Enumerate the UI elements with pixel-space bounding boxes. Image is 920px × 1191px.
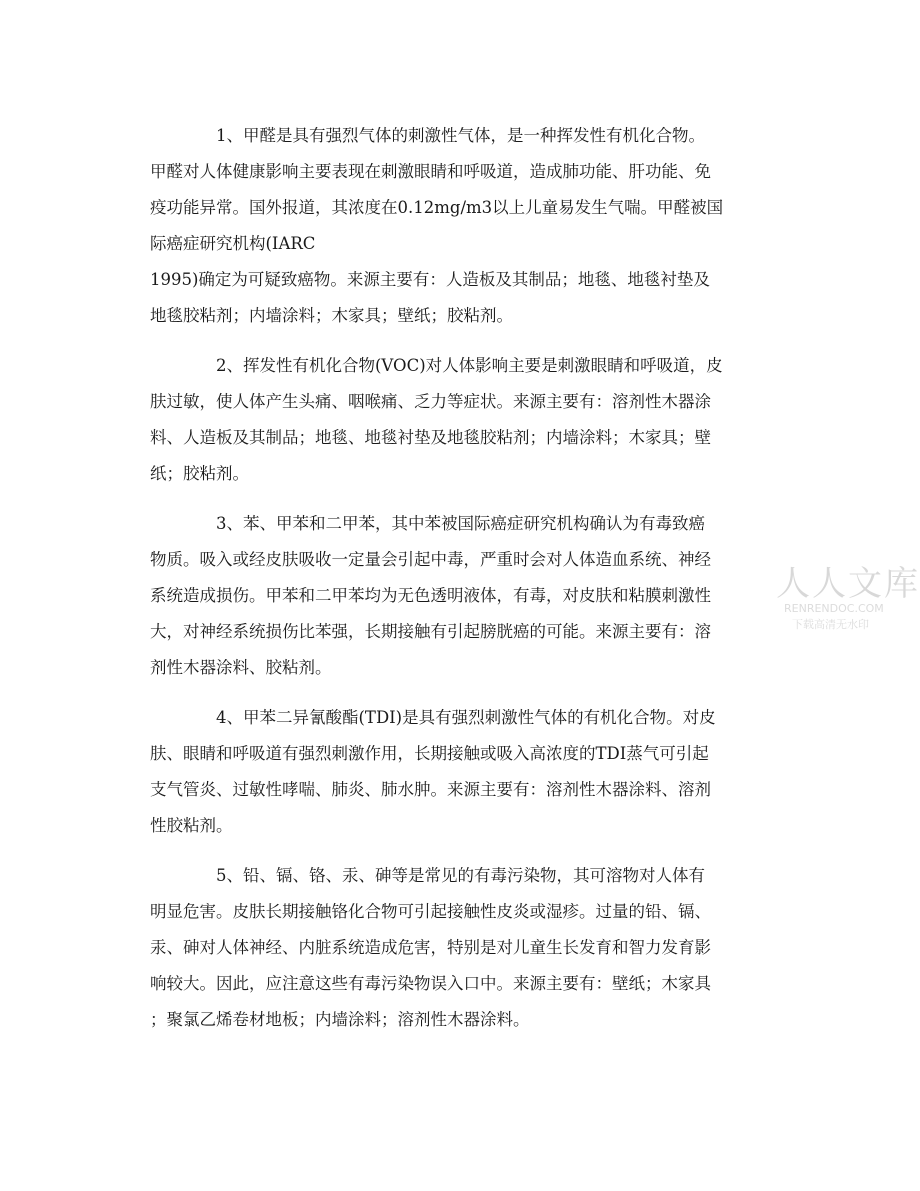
document-body [150,118,774,1038]
paragraph-line: 际癌症研究机构(IARC [150,234,316,253]
paragraph-line: 地毯胶粘剂；内墙涂料；木家具；壁纸；胶粘剂。 [150,306,513,325]
watermark-logo-text: 人人文库 [776,564,920,604]
paragraph-line: 疫功能异常。国外报道，其浓度在0.12mg/m3以上儿童易发生气喘。甲醛被国 [150,198,724,217]
paragraph-line: 汞、砷对人体神经、内脏系统造成危害，特别是对儿童生长发育和智力发育影 [150,938,711,957]
paragraph-line: 纸；胶粘剂。 [150,464,249,483]
paragraph-line: 肤过敏，使人体产生头痛、咽喉痛、乏力等症状。来源主要有：溶剂性木器涂 [150,392,711,411]
paragraph-line: 支气管炎、过敏性哮喘、肺炎、肺水肿。来源主要有：溶剂性木器涂料、溶剂 [150,780,711,799]
paragraph-line: 肤、眼睛和呼吸道有强烈刺激作用，长期接触或吸入高浓度的TDI蒸气可引起 [150,744,709,763]
paragraph-line: 4、甲苯二异氰酸酯(TDI)是具有强烈刺激性气体的有机化合物。对皮 [216,708,716,727]
watermark-site-text: RENRENDOC.COM [784,602,884,615]
paragraph-line: 物质。吸入或经皮肤吸收一定量会引起中毒，严重时会对人体造血系统、神经 [150,550,711,569]
paragraph-5 [150,858,774,1038]
watermark-tagline-text: 下载高清无水印 [792,618,869,631]
paragraph-line: 剂性木器涂料、胶粘剂。 [150,658,332,677]
paragraph-line: 大，对神经系统损伤比苯强，长期接触有引起膀胱癌的可能。来源主要有：溶 [150,622,711,641]
paragraph-line: 系统造成损伤。甲苯和二甲苯均为无色透明液体，有毒，对皮肤和粘膜刺激性 [150,586,711,605]
paragraph-3 [150,506,774,686]
paragraph-line: 2、挥发性有机化合物(VOC)对人体影响主要是刺激眼睛和呼吸道，皮 [216,356,723,375]
paragraph-line: 响较大。因此，应注意这些有毒污染物误入口中。来源主要有：壁纸；木家具 [150,974,711,993]
paragraph-line: 1995)确定为可疑致癌物。来源主要有：人造板及其制品；地毯、地毯衬垫及 [150,270,710,289]
paragraph-line: 性胶粘剂。 [150,816,233,835]
paragraph-2 [150,348,774,492]
paragraph-line: 5、铅、镉、铬、汞、砷等是常见的有毒污染物，其可溶物对人体有 [216,866,705,885]
paragraph-line: ；聚氯乙烯卷材地板；内墙涂料；溶剂性木器涂料。 [150,1010,530,1029]
watermark [770,550,920,660]
paragraph-4 [150,700,774,844]
paragraph-line: 甲醛对人体健康影响主要表现在刺激眼睛和呼吸道，造成肺功能、肝功能、免 [150,162,711,181]
paragraph-line: 1、甲醛是具有强烈气体的刺激性气体，是一种挥发性有机化合物。 [216,126,705,145]
paragraph-line: 明显危害。皮肤长期接触铬化合物可引起接触性皮炎或湿疹。过量的铅、镉、 [150,902,711,921]
paragraph-line: 3、苯、甲苯和二甲苯，其中苯被国际癌症研究机构确认为有毒致癌 [216,514,705,533]
paragraph-line: 料、人造板及其制品；地毯、地毯衬垫及地毯胶粘剂；内墙涂料；木家具；壁 [150,428,711,447]
paragraph-1 [150,118,774,334]
